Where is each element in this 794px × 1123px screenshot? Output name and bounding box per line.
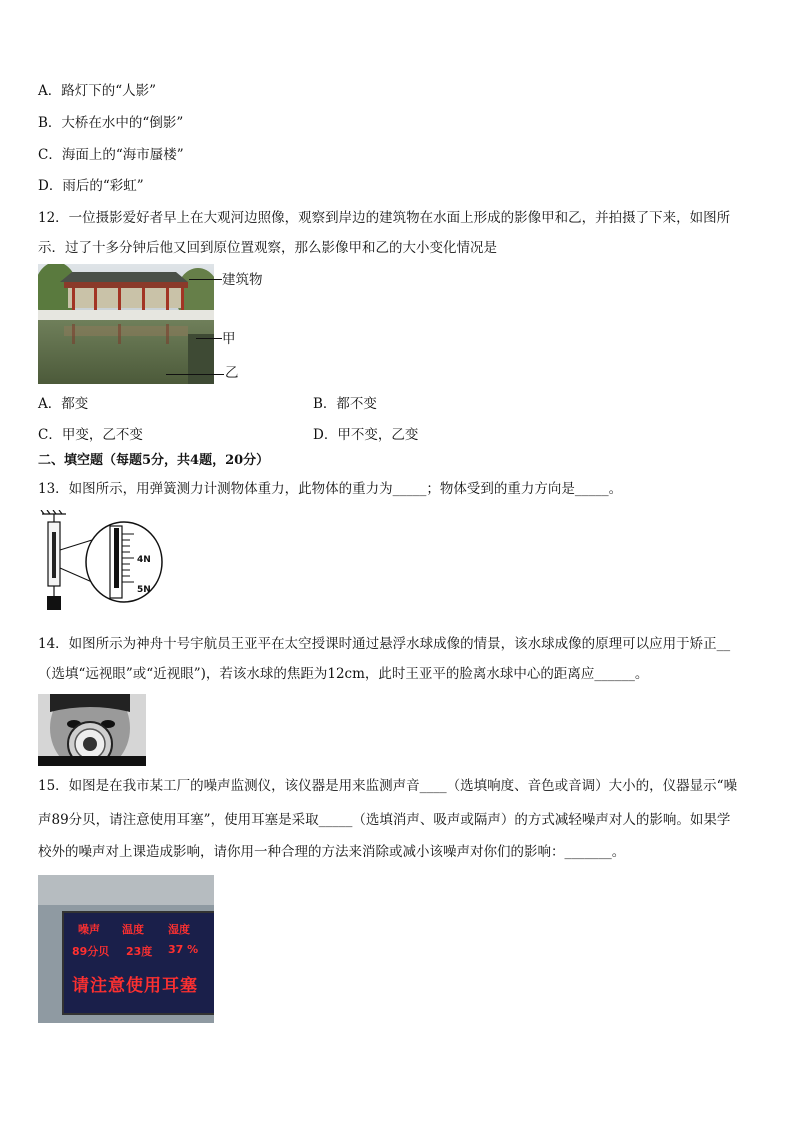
display-header-noise: 噪声: [78, 923, 100, 936]
noise-monitor-photo: [38, 875, 214, 1023]
q12-option-c: C．甲变，乙不变: [38, 427, 143, 443]
q12-option-b: B．都不变: [313, 396, 377, 412]
q13-figure: [38, 510, 168, 615]
q12-text-line2: 示．过了十多分钟后他又回到原位置观察，那么影像甲和乙的大小变化情况是: [38, 240, 497, 256]
spring-scale-diagram: [38, 510, 168, 615]
scale-label-5n: 5N: [137, 585, 151, 595]
q12-figure: [38, 264, 278, 386]
label-building: 建筑物: [222, 272, 263, 288]
q12-option-a: A．都变: [38, 396, 89, 412]
water-ball-photo: [38, 694, 146, 766]
display-value-noise: 89分贝: [72, 945, 110, 958]
q14-figure: [38, 694, 146, 766]
q12-text-line1: 12．一位摄影爱好者早上在大观河边照像，观察到岸边的建筑物在水面上形成的影像甲和乙，并拍摄了下来，如图所: [38, 210, 731, 226]
display-value-temp: 23度: [126, 945, 153, 958]
label-jia: 甲: [222, 331, 236, 347]
pavilion-photo: [38, 264, 214, 384]
q13-text: 13．如图所示，用弹簧测力计测物体重力，此物体的重力为_____；物体受到的重力方向是_____。: [38, 481, 623, 497]
q15-text-line3: 校外的噪声对上课造成影响，请你用一种合理的方法来消除或减小该噪声对你们的影响：_______。: [38, 844, 626, 860]
led-display-panel: [62, 911, 214, 1015]
q11-option-c: C．海面上的“海市蜃楼”: [38, 147, 184, 163]
q12-option-d: D．甲不变，乙变: [313, 427, 419, 443]
display-header-temp: 温度: [122, 923, 144, 936]
q11-option-a: A．路灯下的“人影”: [38, 83, 157, 99]
scale-label-4n: 4N: [137, 555, 151, 565]
label-yi: 乙: [225, 365, 239, 381]
q14-text-line2: （选填“远视眼”或“近视眼”)，若该水球的焦距为12cm，此时王亚平的脸离水球中心的距离应______。: [38, 666, 649, 682]
q11-option-d: D．雨后的“彩虹”: [38, 178, 144, 194]
section-heading: 二、填空题（每题5分，共4题，20分）: [38, 453, 270, 468]
q14-text-line1: 14．如图所示为神舟十号宇航员王亚平在太空授课时通过悬浮水球成像的情景，该水球成像的原理可以应用于矫正__: [38, 636, 731, 652]
display-message: 请注意使用耳塞: [72, 976, 198, 996]
q11-option-b: B．大桥在水中的“倒影”: [38, 115, 184, 131]
display-header-humidity: 湿度: [168, 923, 190, 936]
display-value-humidity: 37 %: [168, 943, 199, 956]
q15-text-line2: 声89分贝，请注意使用耳塞”，使用耳塞是采取_____（选填消声、吸声或隔声）的方式减轻噪声对人的影响。如果学: [38, 812, 731, 828]
q15-text-line1: 15．如图是在我市某工厂的噪声监测仪，该仪器是用来监测声音____（选填响度、音色或音调）大小的，仪器显示“噪: [38, 778, 738, 794]
